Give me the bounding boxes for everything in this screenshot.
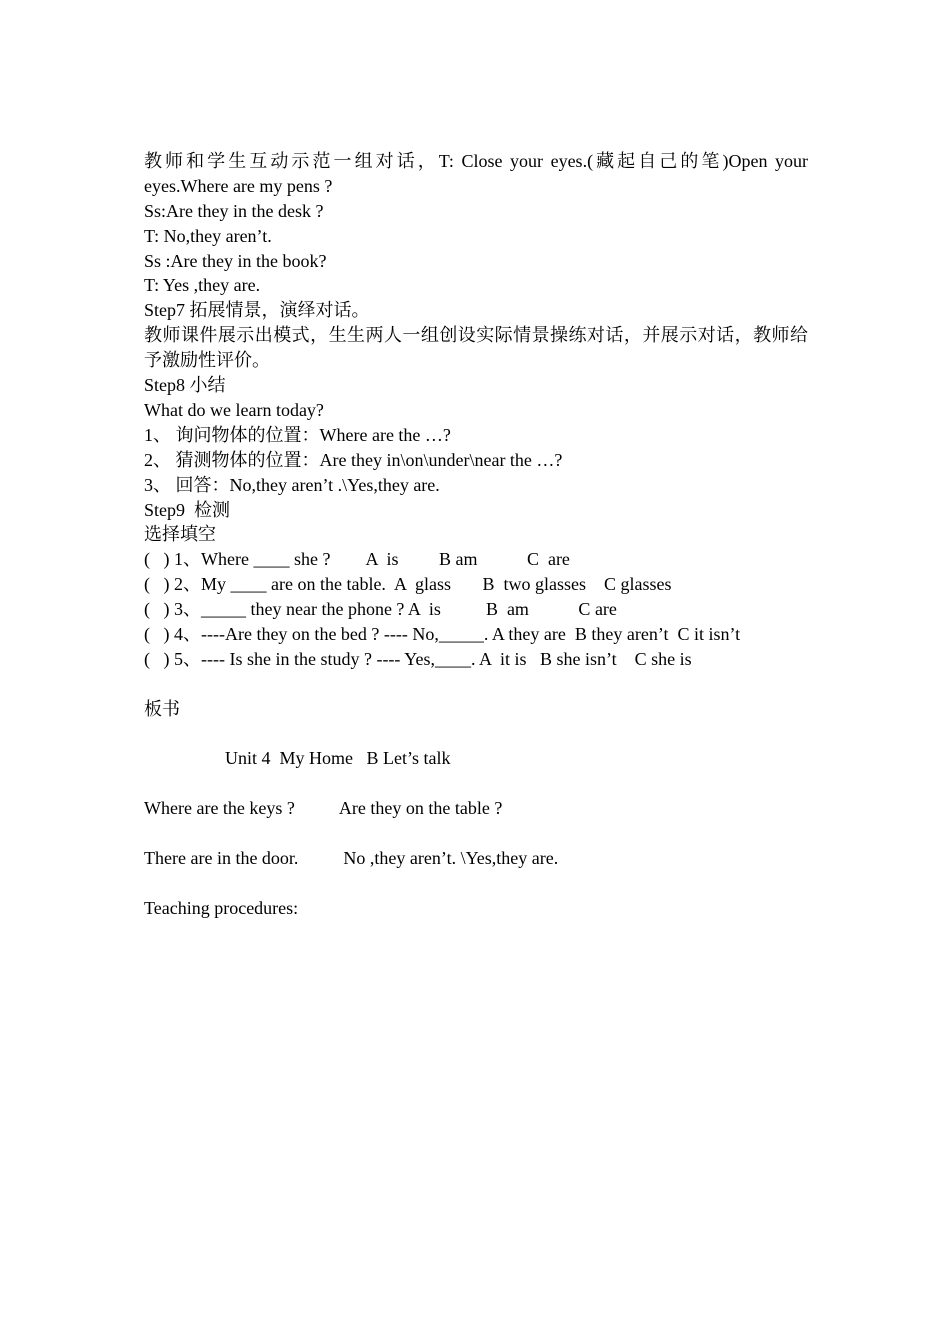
step7-body: 教师课件展示出模式，生生两人一组创设实际情景操练对话，并展示对话，教师给予激励性评价。 bbox=[144, 325, 808, 371]
step8-question: What do we learn today? bbox=[144, 399, 324, 420]
summary-point: 2、 猜测物体的位置：Are they in\on\under\near the …? bbox=[144, 449, 563, 470]
spacer bbox=[144, 821, 808, 846]
dialogue-line: Ss:Are they in the desk ? bbox=[144, 200, 324, 221]
step7-heading: Step7 拓展情景，演绎对话。 bbox=[144, 300, 370, 321]
step8-heading: Step8 小结 bbox=[144, 375, 226, 396]
dialogue-line: Ss :Are they in the book? bbox=[144, 250, 327, 271]
board-label: 板书 bbox=[144, 698, 180, 719]
step9-subheading: 选择填空 bbox=[144, 524, 216, 545]
spacer bbox=[144, 672, 808, 697]
board-title: Unit 4 My Home B Let’s talk bbox=[225, 748, 451, 769]
quiz-question: ( ) 3、_____ they near the phone ? A is B am C are bbox=[144, 599, 617, 620]
quiz-question: ( ) 5、---- Is she in the study ? ---- Yes,____. A it is B she isn’t C she is bbox=[144, 648, 692, 669]
spacer bbox=[144, 722, 808, 747]
quiz-question: ( ) 4、----Are they on the bed ? ---- No,_____. A they are B they aren’t C it isn’t bbox=[144, 623, 741, 644]
board-row: Where are the keys ? Are they on the table ? bbox=[144, 798, 503, 819]
spacer bbox=[144, 871, 808, 896]
dialogue-line: T: No,they aren’t. bbox=[144, 225, 272, 246]
board-row: There are in the door. No ,they aren’t. \Yes,they are. bbox=[144, 848, 559, 868]
document-page bbox=[144, 149, 808, 921]
step9-heading: Step9 检测 bbox=[144, 499, 231, 520]
quiz-question: ( ) 2、My ____ are on the table. A glass B two glasses C glasses bbox=[144, 574, 672, 595]
summary-point: 3、 回答：No,they aren’t .\Yes,they are. bbox=[144, 474, 440, 495]
summary-point: 1、 询问物体的位置：Where are the …? bbox=[144, 424, 451, 445]
dialogue-line: T: Yes ,they are. bbox=[144, 275, 261, 296]
quiz-question: ( ) 1、Where ____ she ? A is B am C are bbox=[144, 549, 570, 570]
procedures-heading: Teaching procedures: bbox=[144, 897, 299, 918]
dialogue-intro: 教师和学生互动示范一组对话，T: Close your eyes.(藏起自己的笔)Open your eyes.Where are my pens ? bbox=[144, 151, 808, 196]
spacer bbox=[144, 771, 808, 796]
